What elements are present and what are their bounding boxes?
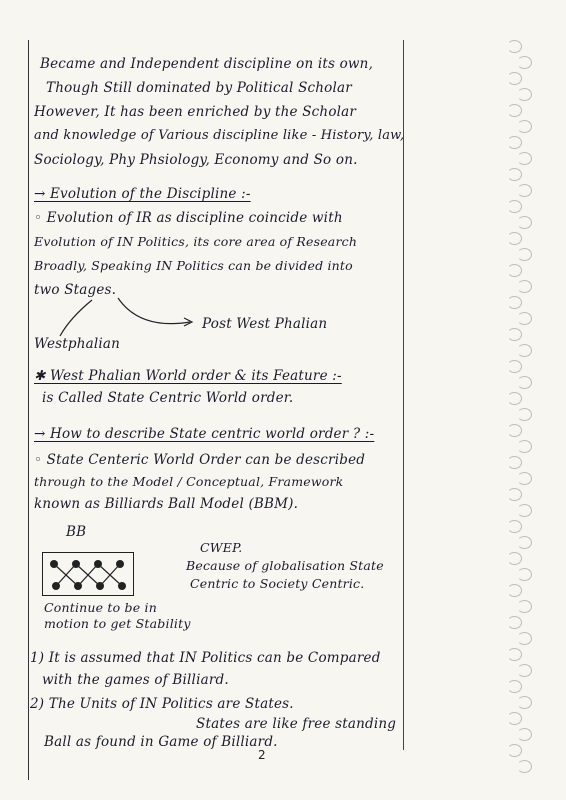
note-line: Became and Independent discipline on its own, <box>40 56 374 72</box>
note-line: Broadly, Speaking IN Politics can be divided into <box>34 258 353 273</box>
point-line: States are like free standing <box>196 716 397 732</box>
note-line: is Called State Centric World order. <box>42 390 294 406</box>
note-line: two Stages. <box>34 282 117 298</box>
point-line: 1) It is assumed that IN Politics can be Compared <box>30 650 381 666</box>
page-number: 2 <box>258 748 266 762</box>
bb-caption: Continue to be in <box>44 600 157 615</box>
note-line: However, It has been enriched by the Scholar <box>34 104 357 120</box>
note-line: Though Still dominated by Political Scholar <box>46 80 352 96</box>
note-line: Evolution of IN Politics, its core area of Research <box>34 234 358 249</box>
note-line: Sociology, Phy Phsiology, Economy and So on. <box>34 152 358 168</box>
branch-label-westphalian: Westphalian <box>34 336 121 352</box>
section-heading: ✱ West Phalian World order & its Feature :- <box>34 368 342 384</box>
cwep-line: Because of globalisation State <box>186 558 384 573</box>
branch-label-post-westphalian: Post West Phalian <box>202 316 328 332</box>
bb-caption: motion to get Stability <box>44 616 191 631</box>
point-line: Ball as found in Game of Billiard. <box>44 734 278 750</box>
note-line: ◦ Evolution of IR as discipline coincide with <box>34 210 343 226</box>
note-line: known as Billiards Ball Model (BBM). <box>34 496 299 512</box>
point-line: 2) The Units of IN Politics are States. <box>30 696 294 712</box>
section-heading: → How to describe State centric world order ? :- <box>34 426 375 442</box>
cwep-line: CWEP. <box>200 540 243 555</box>
bb-label: BB <box>66 524 87 540</box>
section-heading: → Evolution of the Discipline :- <box>34 186 251 202</box>
note-line: and knowledge of Various discipline like - History, law, <box>34 128 405 143</box>
point-line: with the games of Billiard. <box>42 672 229 688</box>
cwep-line: Centric to Society Centric. <box>190 576 365 591</box>
note-line: ◦ State Centeric World Order can be described <box>34 452 366 468</box>
note-line: through to the Model / Conceptual, Framework <box>34 474 344 489</box>
billiard-balls-diagram <box>42 552 134 597</box>
